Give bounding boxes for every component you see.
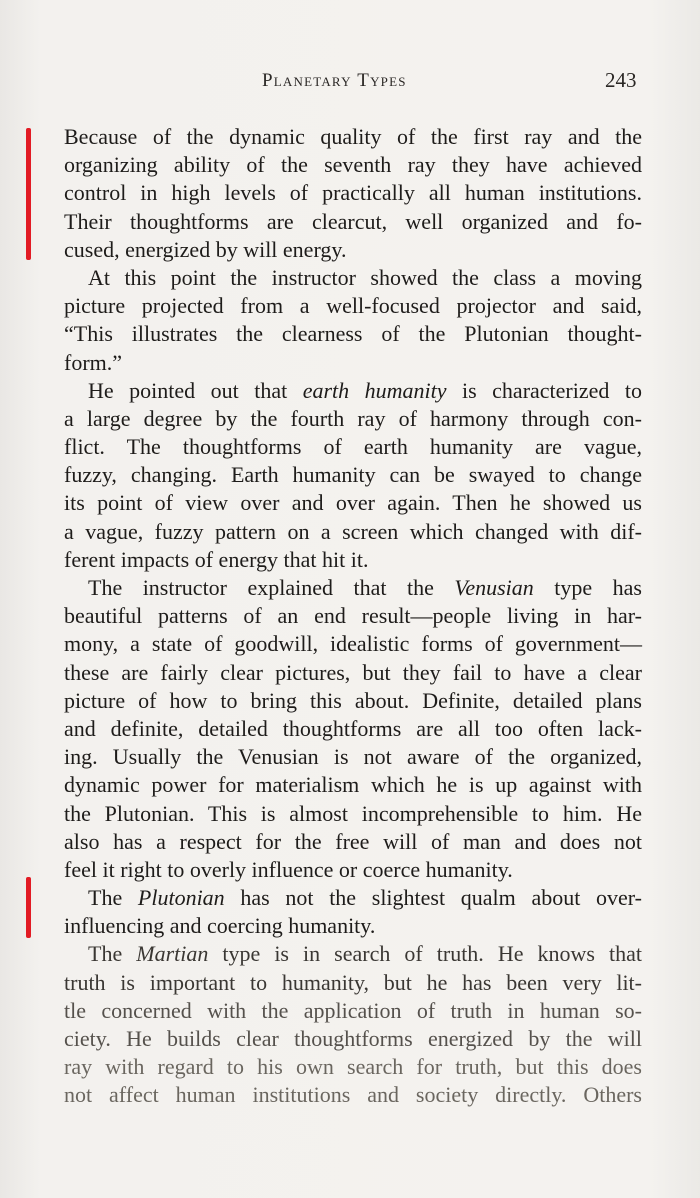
- text-line: ray with regard to his own search for truth, but this does: [64, 1054, 642, 1080]
- text-line: mony, a state of goodwill, idealistic forms of government—: [64, 631, 642, 657]
- text-line: At this point the instructor showed the class a moving: [88, 264, 642, 290]
- italic-term: Martian: [136, 941, 209, 967]
- italic-term: earth humanity: [302, 377, 447, 403]
- text-line: dynamic power for materialism which he is up against with: [64, 772, 642, 798]
- page-number: 243: [605, 68, 637, 92]
- body-text: [64, 123, 642, 1110]
- text-line: Their thoughtforms are clearcut, well organized and fo-: [64, 208, 642, 234]
- text-segment: type has: [533, 575, 642, 600]
- text-line: [64, 377, 642, 405]
- text-line: ferent impacts of energy that hit it.: [64, 546, 369, 572]
- text-segment: type is in search of truth. He knows that: [208, 941, 643, 967]
- text-segment: He pointed out that: [88, 377, 303, 403]
- text-line: control in high levels of practically all human institutions.: [64, 180, 642, 206]
- text-segment: The: [88, 941, 137, 967]
- text-line: and definite, detailed thoughtforms are all too often lack-: [64, 715, 642, 741]
- text-line: picture projected from a well-focused projector and said,: [64, 293, 642, 319]
- text-line: these are fairly clear pictures, but they fail to have a clear: [64, 659, 642, 685]
- text-line: truth is important to humanity, but he has been very lit-: [64, 969, 642, 995]
- text-segment: is characterized to: [446, 377, 642, 403]
- text-line: picture of how to bring this about. Definite, detailed plans: [64, 687, 642, 713]
- text-line: [64, 574, 642, 602]
- text-line: the Plutonian. This is almost incomprehensible to him. He: [64, 800, 642, 826]
- text-line: beautiful patterns of an end result—people living in har-: [64, 603, 642, 629]
- text-line: “This illustrates the clearness of the Plutonian thought-: [64, 321, 642, 347]
- text-line: its point of view over and over again. Then he showed us: [64, 490, 642, 516]
- text-line: [64, 884, 642, 912]
- text-line: form.”: [64, 349, 123, 375]
- margin-marker-2: [26, 877, 31, 938]
- italic-term: Plutonian: [137, 885, 225, 911]
- text-line: feel it right to overly influence or coerce humanity.: [64, 856, 513, 882]
- text-line: cused, energized by will energy.: [64, 236, 347, 262]
- text-line: a large degree by the fourth ray of harmony through con-: [64, 405, 642, 431]
- text-line: tle concerned with the application of truth in human so-: [64, 997, 642, 1023]
- text-line: a vague, fuzzy pattern on a screen which changed with dif-: [64, 518, 642, 544]
- italic-term: Venusian: [454, 575, 534, 600]
- text-line: also has a respect for the free will of man and does not: [64, 828, 642, 854]
- text-line: ciety. He builds clear thoughtforms energized by the will: [64, 1026, 642, 1051]
- text-line: ing. Usually the Venusian is not aware of the organized,: [64, 744, 642, 770]
- text-segment: The instructor explained that the: [88, 575, 455, 600]
- running-title: Planetary Types: [262, 70, 407, 91]
- text-line: influencing and coercing humanity.: [64, 913, 376, 939]
- text-segment: The: [88, 885, 138, 911]
- page-header: [0, 68, 700, 96]
- text-line: not affect human institutions and society directly. Others: [64, 1082, 642, 1108]
- text-line: fuzzy, changing. Earth humanity can be swayed to change: [64, 462, 642, 488]
- text-line: Because of the dynamic quality of the first ray and the: [64, 124, 642, 149]
- text-segment: has not the slightest qualm about over-: [224, 885, 643, 911]
- margin-marker-1: [26, 128, 31, 260]
- text-line: organizing ability of the seventh ray they have achieved: [64, 152, 642, 178]
- text-line: flict. The thoughtforms of earth humanity are vague,: [64, 434, 642, 460]
- text-line: [64, 940, 642, 968]
